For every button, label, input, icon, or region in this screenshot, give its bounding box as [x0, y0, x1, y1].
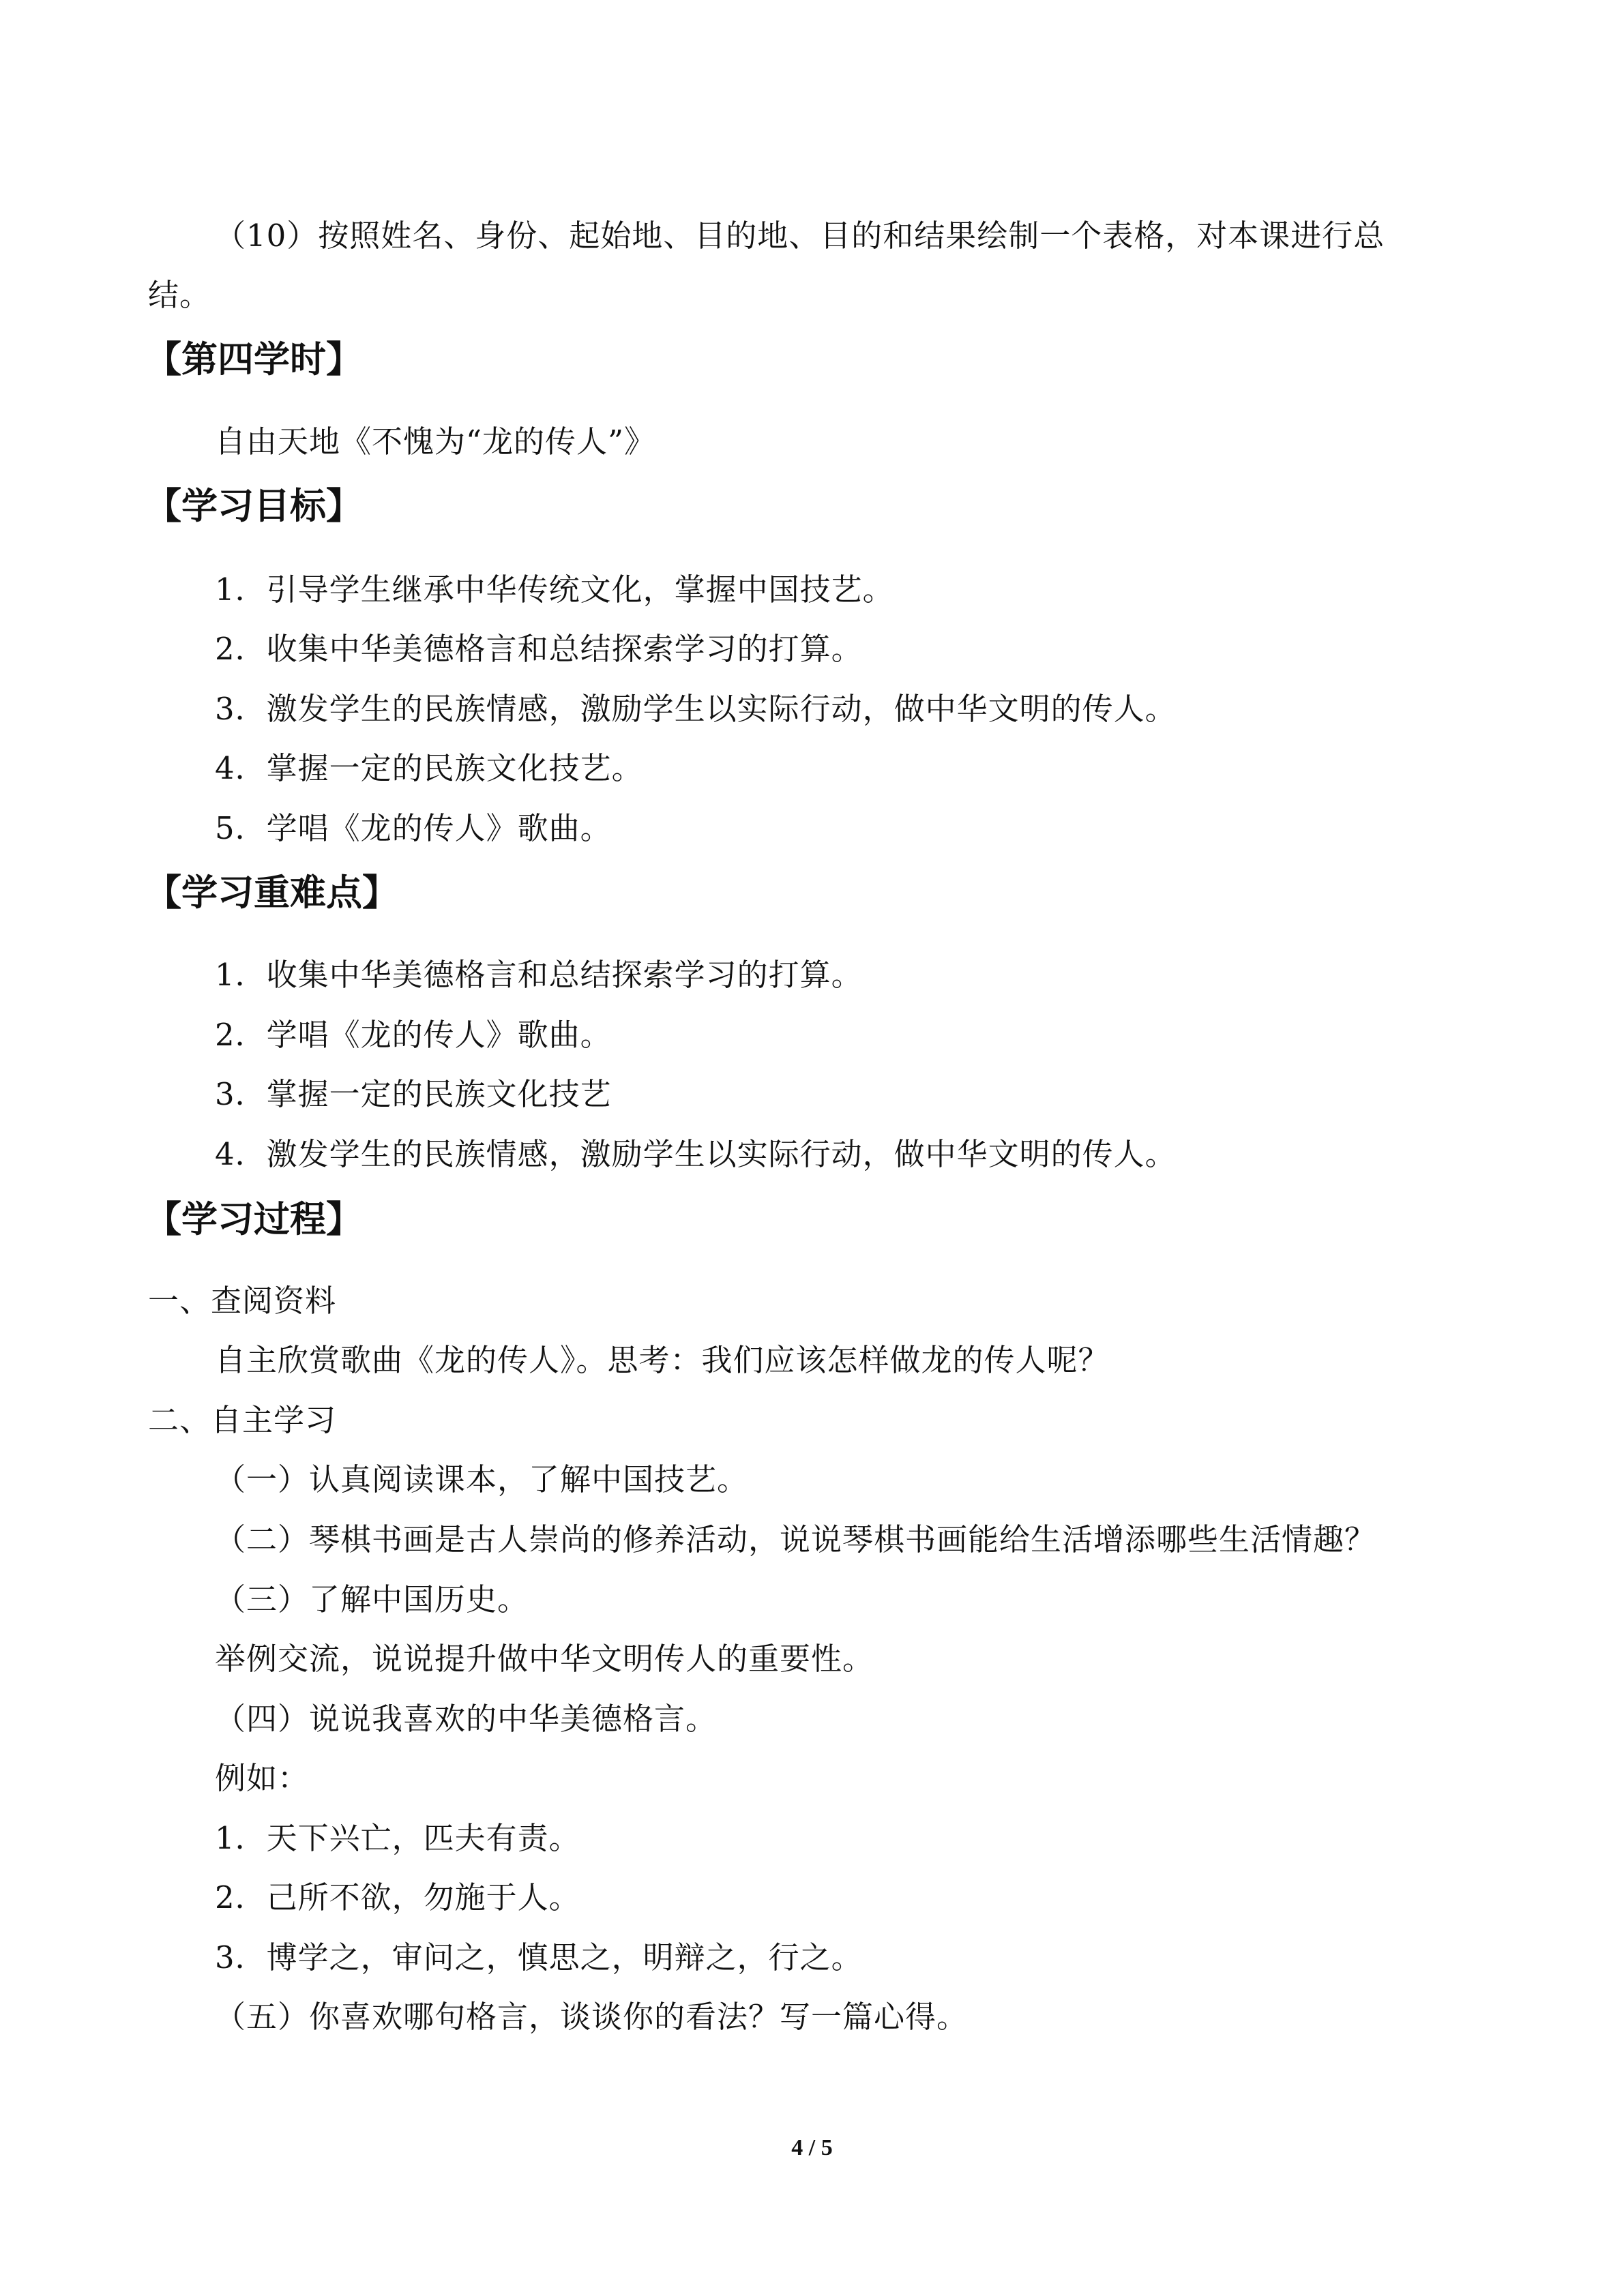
page-number: 4 / 5 [791, 2135, 833, 2160]
paragraph-item-10-line2: 结。 [148, 277, 211, 313]
key-point-item: 4．激发学生的民族情感，激励学生以实际行动，做中华文明的传人。 [215, 1136, 1177, 1172]
goal-item: 3．激发学生的民族情感，激励学生以实际行动，做中华文明的传人。 [215, 691, 1177, 727]
example-label: 例如： [215, 1760, 310, 1796]
process-sub-item-1: （一）认真阅读课本，了解中国技艺。 [215, 1461, 749, 1497]
process-sub-item-2: （二）琴棋书画是古人崇尚的修养活动，说说琴棋书画能给生活增添哪些生活情趣？ [215, 1521, 1376, 1557]
process-sub-item-4: （四）说说我喜欢的中华美德格言。 [215, 1701, 718, 1737]
paragraph-item-10-line1: （10）按照姓名、身份、起始地、目的地、目的和结果绘制一个表格，对本课进行总 [215, 218, 1385, 254]
heading-lesson-four: 【第四学时】 [145, 339, 362, 381]
example-item: 3．博学之，审问之，慎思之，明辩之，行之。 [215, 1939, 863, 1976]
goal-item: 4．掌握一定的民族文化技艺。 [215, 750, 643, 786]
example-item: 2．己所不欲，勿施于人。 [215, 1879, 580, 1915]
key-point-item: 2．学唱《龙的传人》歌曲。 [215, 1017, 612, 1053]
goal-item: 2．收集中华美德格言和总结探索学习的打算。 [215, 631, 863, 667]
process-sub-item-5: （五）你喜欢哪句格言，谈谈你的看法？写一篇心得。 [215, 1999, 969, 2035]
key-point-item: 3．掌握一定的民族文化技艺 [215, 1076, 612, 1112]
goal-item: 5．学唱《龙的传人》歌曲。 [215, 810, 612, 846]
example-item: 1．天下兴亡，匹夫有责。 [215, 1820, 580, 1856]
heading-key-points: 【学习重难点】 [145, 872, 398, 914]
process-part1-title: 一、查阅资料 [148, 1283, 337, 1319]
goal-item: 1．引导学生继承中华传统文化，掌握中国技艺。 [215, 571, 894, 608]
key-point-item: 1．收集中华美德格言和总结探索学习的打算。 [215, 957, 863, 993]
process-sub-item-3: （三）了解中国历史。 [215, 1581, 529, 1617]
heading-learning-goals: 【学习目标】 [145, 486, 362, 527]
heading-learning-process: 【学习过程】 [145, 1199, 362, 1240]
process-part1-text: 自主欣赏歌曲《龙的传人》。思考：我们应该怎样做龙的传人呢？ [215, 1342, 1110, 1378]
process-part2-title: 二、自主学习 [148, 1402, 337, 1438]
lesson-four-subtitle: 自由天地《不愧为“龙的传人”》 [215, 423, 656, 460]
process-sub-item-3-text: 举例交流，说说提升做中华文明传人的重要性。 [215, 1641, 874, 1677]
